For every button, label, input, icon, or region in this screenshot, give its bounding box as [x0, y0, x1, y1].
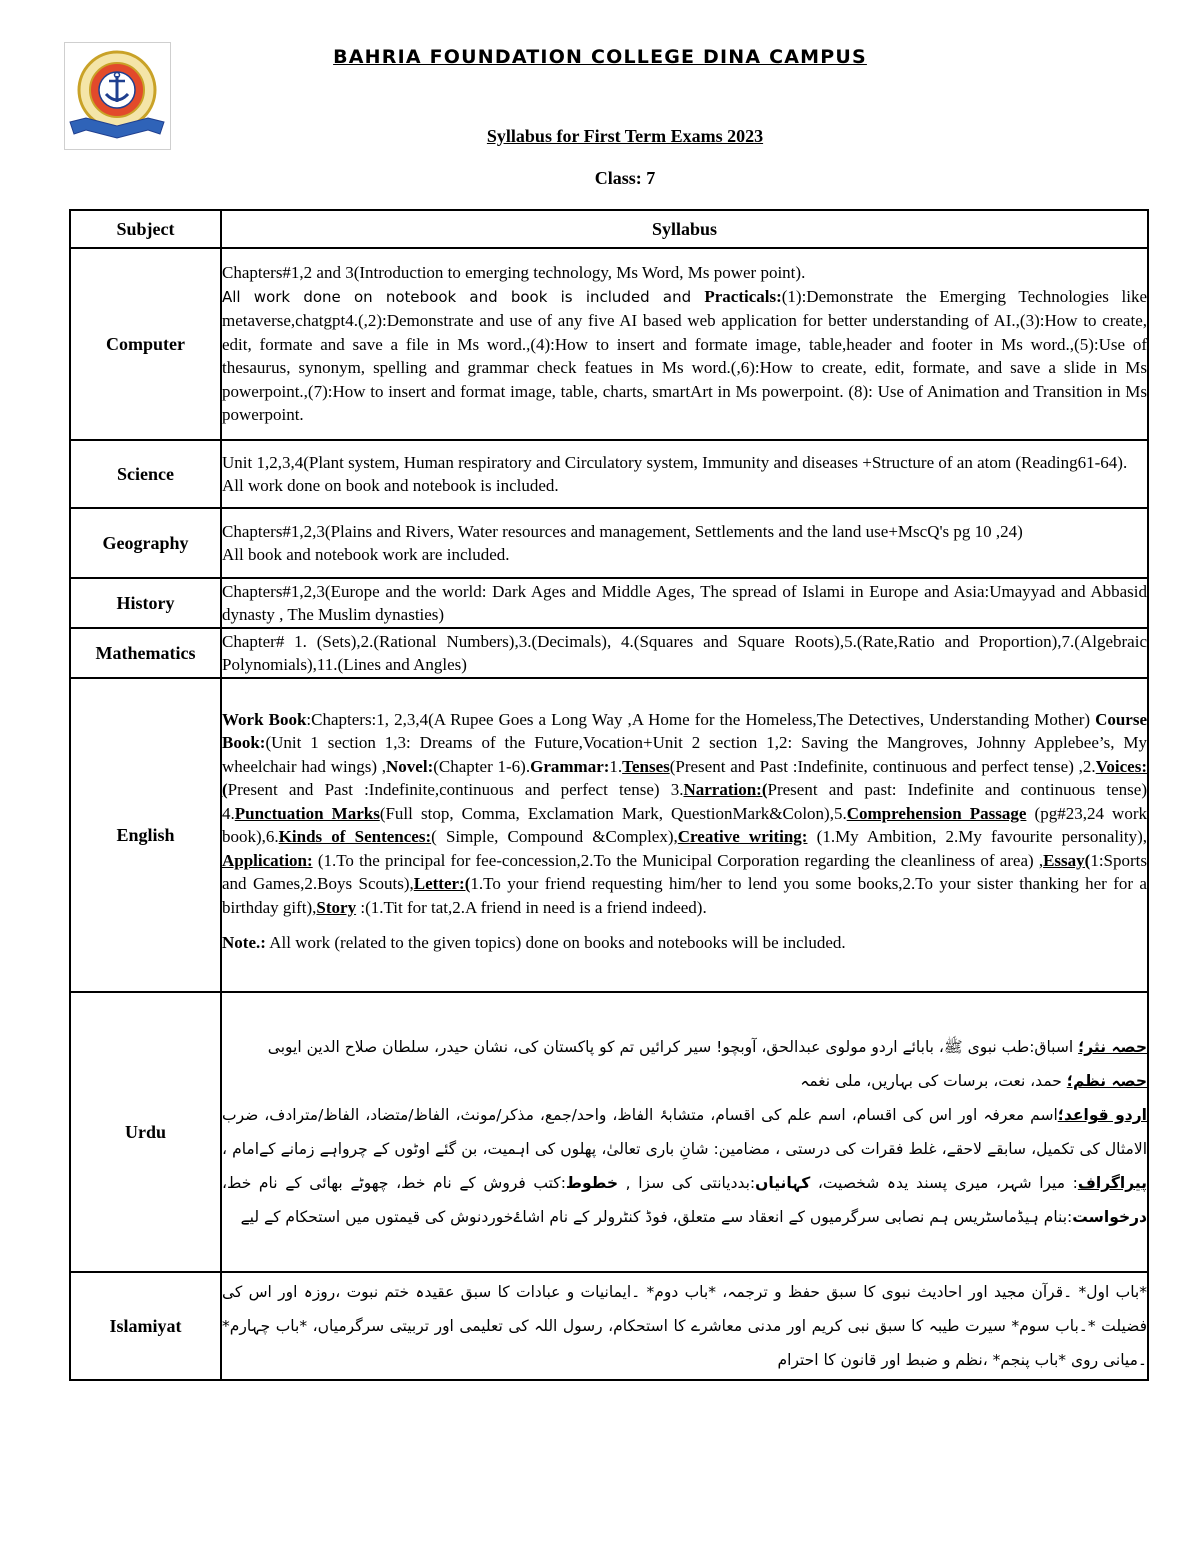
urdu-application-label: درخواست [1072, 1208, 1147, 1226]
syllabus-table [69, 209, 1149, 1381]
syllabus-islamiyat: *باب اول* ۔قرآن مجید اور احادیث نبوی کا سبق حفظ و ترجمہ، *باب دوم* ۔ایمانیات و عبادات کا سبق عقیدہ ختم نبوت ،روزہ اور اس کی فضیلت *۔باب سوم* سیرت طیبہ کا سبق نبی کریم اور مدنی معاشرے کا استحکام، رسول اللہ کی تعلیمی اور تربیتی سرگرمیاں، *باب چہارم* ۔میانی روی *باب پنجم* ،نظم و ضبط اور قانون کا احترام [221, 1272, 1148, 1380]
subject-computer: Computer [70, 248, 221, 440]
urdu-stories-text: :بددیانتی کی سزا , [618, 1174, 756, 1192]
application-text: (1.To the principal for fee-concession,2.To the Municipal Corporation regarding the cleanliness of area) , [312, 850, 1044, 870]
syllabus-history [221, 578, 1148, 628]
punctuation-text: (Full stop, Comma, Exclamation Mark, QuestionMark&Colon),5. [379, 803, 847, 823]
science-units: Unit 1,2,3,4(Plant system, Human respiratory and Circulatory system, Immunity and diseases +Structure of an atom (Reading61-64). [222, 452, 1128, 472]
subject-urdu: Urdu [70, 992, 221, 1272]
tenses-text: (Present and Past :Indefinite, continuous and perfect tense) ,2. [669, 756, 1096, 776]
narration-label: Narration:( [683, 780, 768, 799]
syllabus-geography [221, 508, 1148, 578]
course-book-label: Course Book: [222, 709, 1148, 752]
geography-row [70, 508, 1148, 578]
urdu-prose-label: حصہ نثر؛ [1078, 1038, 1147, 1056]
computer-row [70, 248, 1148, 440]
kinds-of-sentences-label: Kinds of Sentences: [278, 827, 432, 846]
essay-text: 1:Sports and Games,2.Boys Scouts), [222, 850, 1147, 893]
mathematics-chapters: Chapter# 1. (Sets),2.(Rational Numbers),3.(Decimals), 4.(Squares and Square Roots),5.(Rate,Ratio and Proportion),7.(Algebraic Polynomials),11.(Lines and Angles) [222, 631, 1147, 674]
subject-science: Science [70, 440, 221, 508]
english-note [222, 931, 1147, 955]
document-title: Syllabus for First Term Exams 2023 [486, 126, 764, 146]
geography-work-note: All book and notebook work are included. [222, 545, 510, 564]
tenses-label: Tenses [622, 756, 670, 776]
class-label: Class: 7 [594, 168, 656, 188]
subject-column-header: Subject [70, 210, 221, 248]
subject-islamiyat: Islamiyat [70, 1272, 221, 1380]
subject-mathematics: Mathematics [70, 628, 221, 678]
science-row [70, 440, 1148, 508]
computer-work-note: All work done on notebook and book is included and [222, 287, 705, 306]
essay-label: Essay( [1043, 850, 1091, 870]
urdu-grammar-label: اردو قواعد؛ [1057, 1106, 1147, 1124]
computer-practicals-label: Practicals: [704, 286, 782, 306]
novel-label: Novel: [386, 756, 434, 776]
urdu-prose-text: اسباق:طب نبوی ﷺ، بابائے اردو مولوی عبدالحق، آوبچو! سیر کرائیں تم کو پاکستان کی، نشان حیدر، سلطان صلاح الدین ایوبی [267, 1038, 1079, 1056]
college-crest-icon [64, 42, 171, 150]
geography-chapters: Chapters#1,2,3(Plains and Rivers, Water resources and management, Settlements and the land use+MscQ's pg 10 ,24) [222, 521, 1023, 541]
grammar-num-1: 1. [609, 756, 623, 776]
science-work-note: All work done on book and notebook is included. [222, 476, 559, 495]
syllabus-urdu [221, 992, 1148, 1272]
letter-label: Letter:( [413, 874, 471, 893]
urdu-poetry-text: حمد، نعت، برسات کی بہاریں، ملی نغمہ [800, 1072, 1067, 1090]
urdu-poetry-label: حصہ نظم؛ [1066, 1072, 1147, 1090]
note-text: All work (related to the given topics) done on books and notebooks will be included. [265, 933, 846, 952]
syllabus-english [221, 678, 1148, 992]
creative-writing-label: Creative writing: [677, 827, 808, 846]
urdu-grammar [222, 1098, 1147, 1234]
syllabus-computer [221, 248, 1148, 440]
work-book-label: Work Book [222, 709, 307, 729]
course-book-text: (Unit 1 section 1,3: Dreams of the Future,Vocation+Unit 2 section 1,2: Saving the Mangroves, Johnny Applebee’s, My wheelchair had wings) , [222, 733, 1147, 776]
work-book-text: :Chapters:1, 2,3,4(A Rupee Goes a Long Way ,A Home for the Homeless,The Detectives, Understanding Mother) [306, 709, 1096, 729]
table-header-row [70, 210, 1148, 248]
urdu-paragraph-label: پیراگراف [1077, 1174, 1147, 1192]
computer-chapters: Chapters#1,2 and 3(Introduction to emerging technology, Ms Word, Ms power point). [222, 263, 806, 283]
urdu-letters-label: خطوط [565, 1174, 619, 1192]
novel-text: (Chapter 1-6). [433, 756, 531, 776]
syllabus-mathematics [221, 628, 1148, 678]
voices-text: Present and Past :Indefinite,continuous and perfect tense) 3. [227, 780, 684, 799]
computer-practicals: (1):Demonstrate the Emerging Technologies like metaverse,chatgpt4.(,2):Demonstrate and use of any five AI based web application for better understanding of AI.,(3):How to create, edit, formate and save a file in Ms word.,(4):How to insert and formate image, table,header and footer in Ms word.,(5):Use of thesaurus, synonym, spelling and grammar check featues in Ms word.(,6):How to create, edit, formate, and save a slide in Ms powerpoint.,(7):How to insert and format image, table, charts, smartArt in Ms powerpoint. (8): Use of Animation and Transition in Ms powerpoint. [222, 286, 1148, 425]
english-topics [222, 708, 1147, 920]
subject-geography: Geography [70, 508, 221, 578]
kinds-of-sentences-text: ( Simple, Compound &Complex), [431, 827, 678, 846]
story-label: Story [316, 897, 357, 917]
comprehension-text: (pg#23,24 work book),6. [222, 803, 1147, 846]
story-text: :(1.Tit for tat,2.A friend in need is a friend indeed). [356, 897, 707, 917]
note-label: Note.: [222, 933, 266, 952]
mathematics-row [70, 628, 1148, 678]
english-row [70, 678, 1148, 992]
history-row [70, 578, 1148, 628]
subject-english: English [70, 678, 221, 992]
urdu-row [70, 992, 1148, 1272]
urdu-poetry [222, 1064, 1147, 1098]
urdu-stories-label: کہانیاں [755, 1174, 811, 1192]
urdu-letters-text: :کتب فروش کے نام خط، چھوٹے بھائی کے نام خط، [222, 1174, 566, 1192]
application-label: Application: [222, 850, 313, 870]
grammar-label: Grammar: [530, 756, 610, 776]
voices-label: Voices:( [222, 756, 1147, 799]
history-chapters: Chapters#1,2,3(Europe and the world: Dark Ages and Middle Ages, The spread of Islami in Europe and Asia:Umayyad and Abbasid dynasty , The Muslim dynasties) [222, 581, 1147, 624]
comprehension-label: Comprehension Passage [846, 803, 1027, 823]
urdu-prose [222, 1030, 1147, 1064]
urdu-paragraph-text: : میرا شہر، میری پسند یدہ شخصیت، [810, 1174, 1078, 1192]
subject-history: History [70, 578, 221, 628]
narration-text: Present and past: Indefinite and continuous tense) 4. [222, 780, 1147, 823]
islamiyat-row [70, 1272, 1148, 1380]
creative-writing-text: (1.My Ambition, 2.My favourite personality), [807, 827, 1148, 846]
syllabus-science [221, 440, 1148, 508]
college-title: BAHRIA FOUNDATION COLLEGE DINA CAMPUS [333, 46, 867, 68]
punctuation-label: Punctuation Marks [234, 803, 380, 823]
syllabus-column-header: Syllabus [221, 210, 1148, 248]
urdu-grammar-text: اسم معرفہ اور اس کی اقسام، اسم علم کی اقسام، متشابۂ الفاظ، واحد/جمع، مذکر/مونث، الفاظ/متضاد، الفاظ/مترادف، ضرب الامثال کی تکمیل، سابقے لاحقے، غلط فقرات کی درستی ، مضامین: شانِ باری تعالیٰ، پھلوں کی اہمیت، بن گئے اوٹوں کے چرواہے زمانے کےامام ، [222, 1106, 1147, 1158]
college-logo [64, 42, 171, 150]
urdu-application-text: :بنام ہیڈماسٹریس ہم نصابی سرگرمیوں کے انعقاد سے متعلق، فوڈ کنٹرولر کے نام اشاۓخوردنوش کی قیمتوں میں استحکام کے لیے [240, 1208, 1073, 1226]
letter-text: 1.To your friend requesting him/her to lend you some books,2.To your sister thanking her for a birthday gift), [222, 874, 1147, 917]
